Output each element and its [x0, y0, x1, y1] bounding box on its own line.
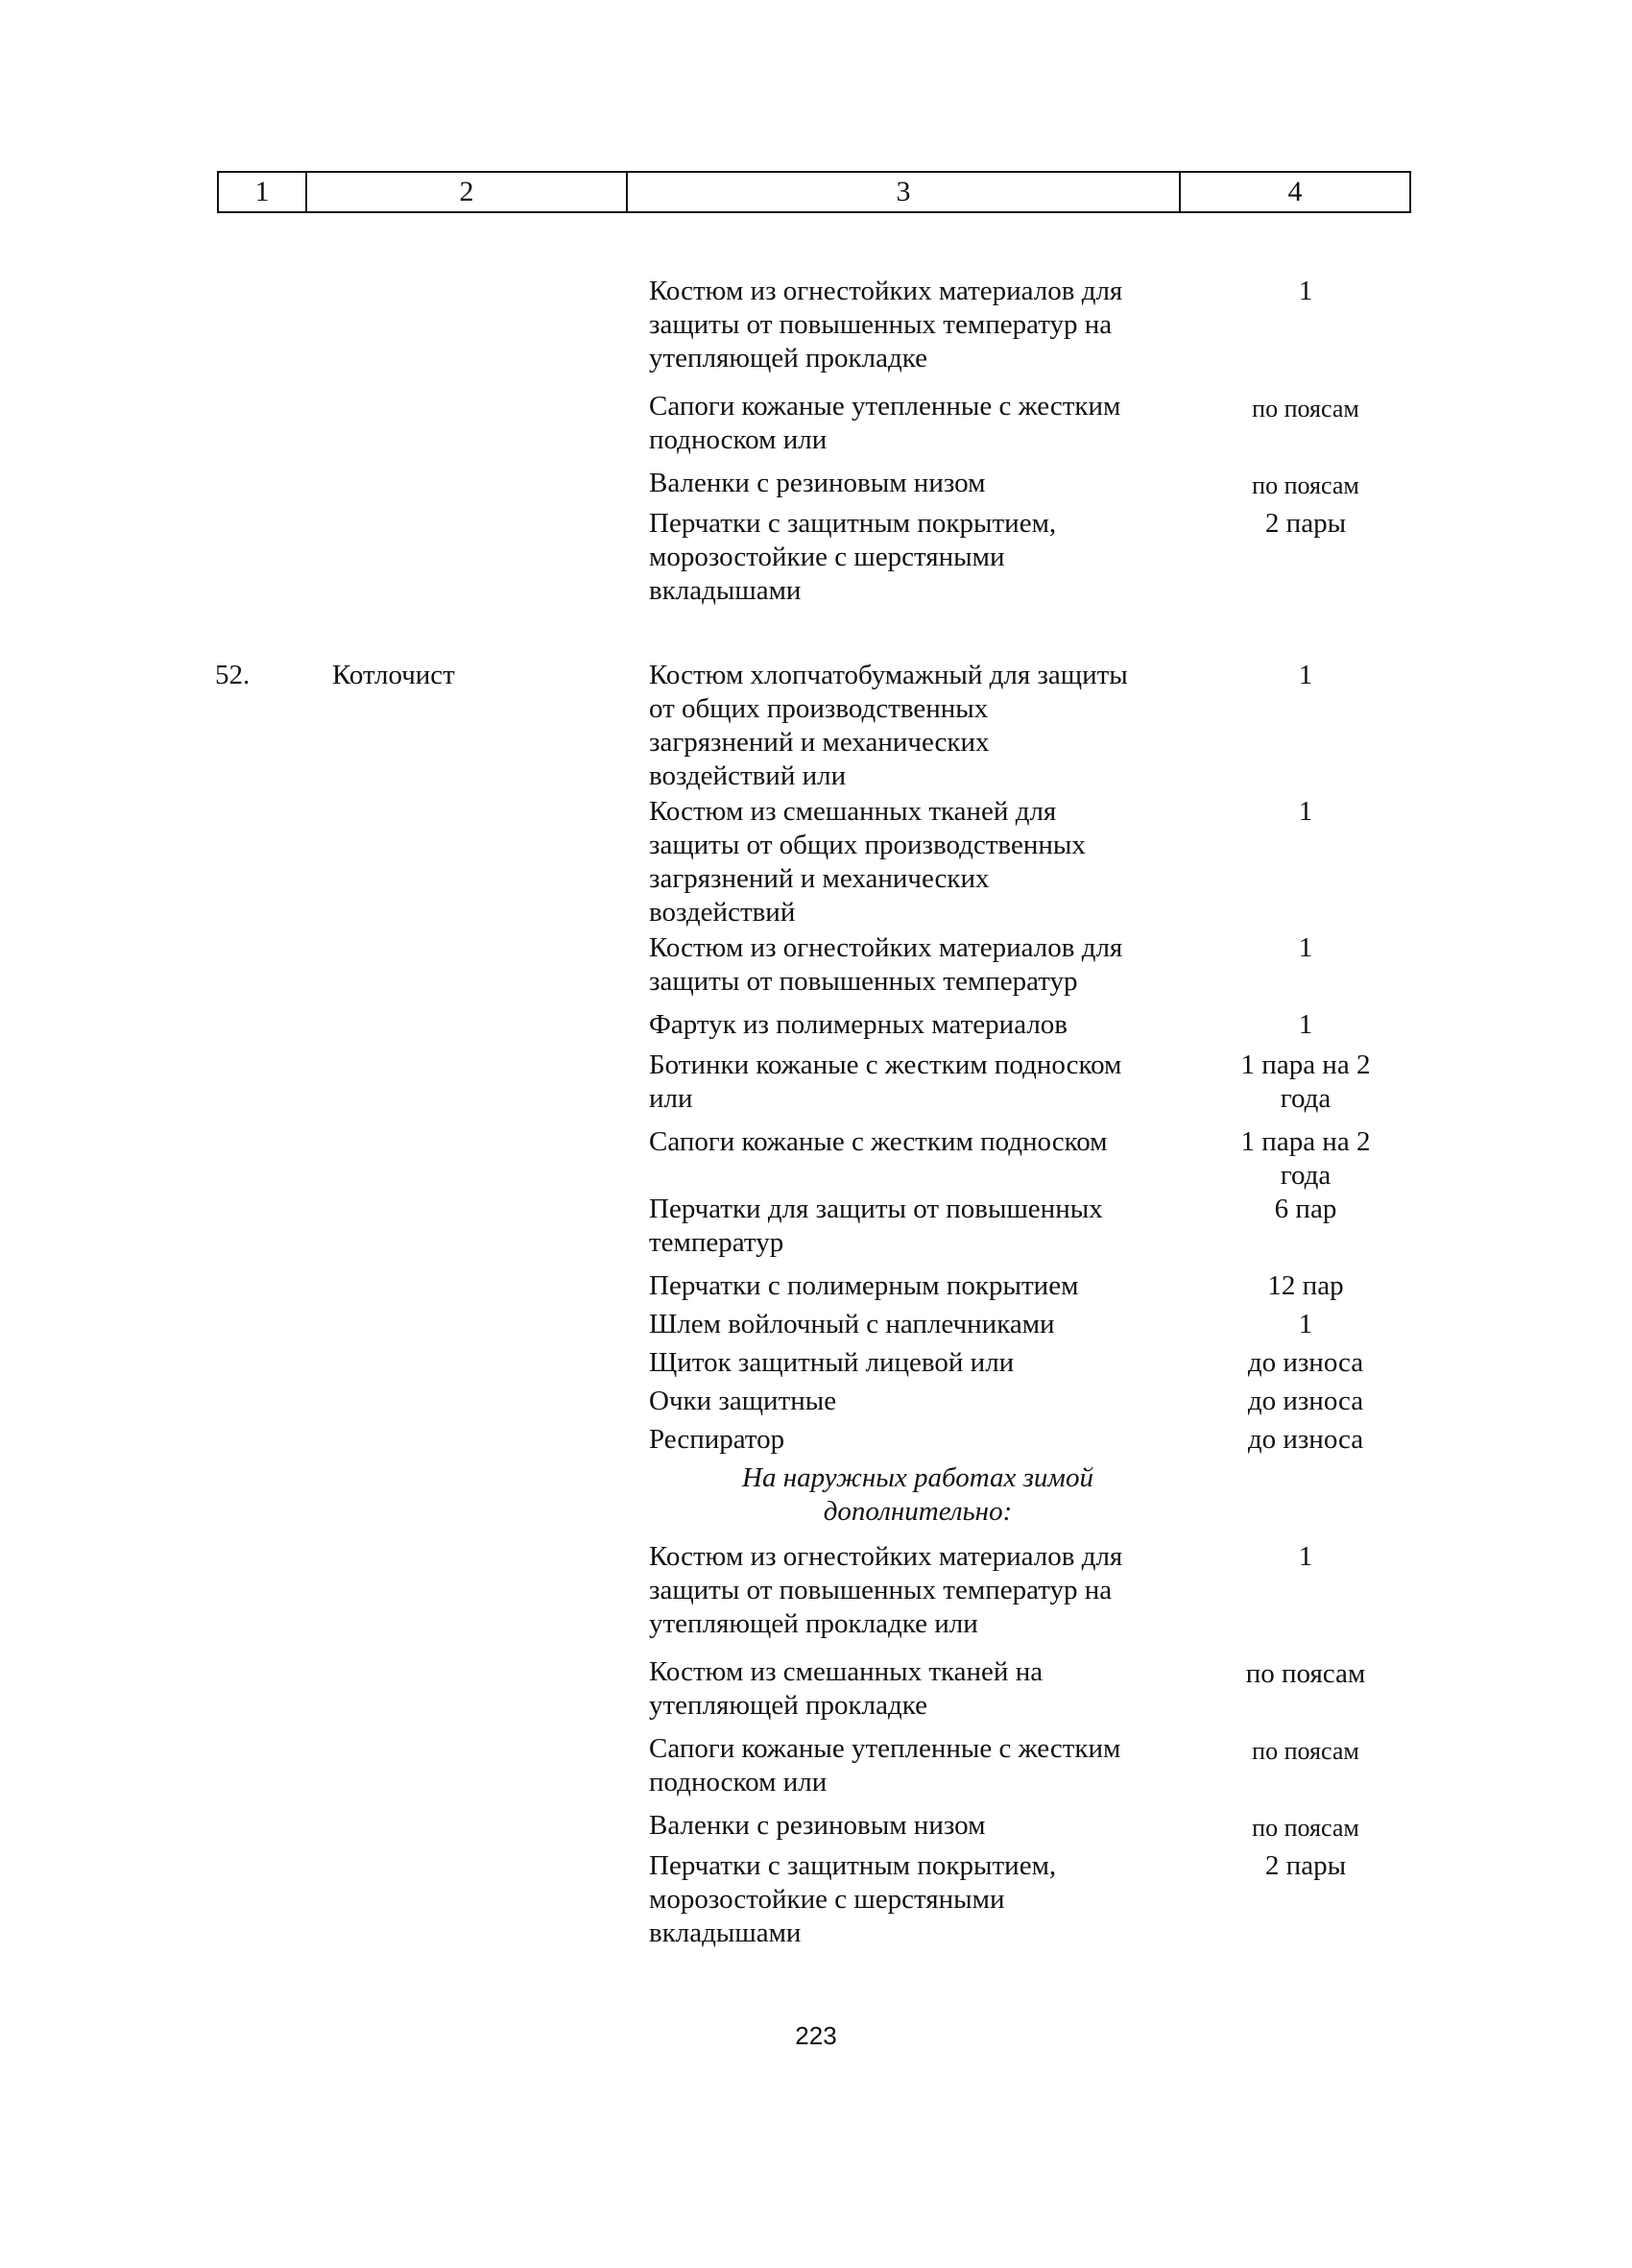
item-quantity: по поясам — [1245, 1658, 1366, 1689]
item-description: Сапоги кожаные утепленные с жестким подноском или — [649, 391, 1121, 455]
item-description: Сапоги кожаные утепленные с жестким подноском или — [649, 1733, 1121, 1798]
item-quantity: 1 пара на 2 года — [1240, 1050, 1371, 1114]
profession-name: Котлочист — [332, 660, 455, 690]
item-quantity: по поясам — [1252, 1814, 1359, 1842]
item-quantity: до износа — [1247, 1386, 1364, 1416]
item-description: Респиратор — [649, 1424, 785, 1455]
column-header-2: 2 — [307, 173, 628, 211]
item-description: Очки защитные — [649, 1386, 837, 1416]
item-quantity: 1 — [1298, 1541, 1313, 1572]
item-description: Костюм из смешанных тканей на утепляющей прокладке — [649, 1656, 1044, 1721]
item-description: Костюм из смешанных тканей для защиты от общих производственных загрязнений и механических воздействий — [649, 796, 1086, 928]
item-description: Щиток защитный лицевой или — [649, 1347, 1015, 1378]
item-description: Валенки с резиновым низом — [649, 1810, 986, 1841]
item-quantity: 1 — [1298, 660, 1313, 690]
item-quantity: по поясам — [1252, 1737, 1359, 1765]
winter-note: На наружных работах зимой дополнительно: — [742, 1462, 1093, 1527]
item-quantity: 12 пар — [1267, 1270, 1344, 1301]
item-description: Костюм хлопчатобумажный для защиты от общих производственных загрязнений и механических воздействий или — [649, 660, 1128, 791]
column-header-1: 1 — [219, 173, 307, 211]
item-quantity: до износа — [1247, 1424, 1364, 1455]
item-quantity: 1 — [1298, 932, 1313, 963]
item-description: Ботинки кожаные с жестким подноском или — [649, 1050, 1122, 1114]
item-quantity: по поясам — [1252, 471, 1359, 499]
item-quantity: 1 — [1298, 1009, 1313, 1040]
item-description: Перчатки с защитным покрытием, морозостойкие с шерстяными вкладышами — [649, 508, 1057, 606]
item-quantity: 6 пар — [1274, 1194, 1337, 1224]
item-quantity: до износа — [1247, 1347, 1364, 1378]
item-quantity: 2 пары — [1264, 1850, 1347, 1881]
item-quantity: 1 — [1298, 276, 1313, 306]
item-quantity: 1 — [1298, 796, 1313, 827]
page-number: 223 — [795, 2021, 837, 2050]
item-description: Костюм из огнестойких материалов для защиты от повышенных температур — [649, 932, 1123, 997]
item-description: Фартук из полимерных материалов — [649, 1009, 1068, 1040]
item-quantity: 1 пара на 2 года — [1240, 1126, 1371, 1191]
item-description: Перчатки с защитным покрытием, морозостойкие с шерстяными вкладышами — [649, 1850, 1057, 1948]
row-number: 52. — [215, 660, 251, 690]
item-description: Валенки с резиновым низом — [649, 468, 986, 498]
column-header-3: 3 — [628, 173, 1181, 211]
item-quantity: 2 пары — [1264, 508, 1347, 539]
item-description: Костюм из огнестойких материалов для защиты от повышенных температур на утепляющей прокладке или — [649, 1541, 1123, 1639]
item-quantity: 1 — [1298, 1309, 1313, 1339]
item-description: Перчатки для защиты от повышенных температур — [649, 1194, 1103, 1258]
item-description: Перчатки с полимерным покрытием — [649, 1270, 1079, 1301]
item-quantity: по поясам — [1252, 395, 1359, 422]
item-description: Костюм из огнестойких материалов для защиты от повышенных температур на утепляющей прокладке — [649, 276, 1123, 374]
column-header-4: 4 — [1287, 176, 1303, 207]
item-description: Шлем войлочный с наплечниками — [649, 1309, 1055, 1339]
item-description: Сапоги кожаные с жестким подноском — [649, 1126, 1108, 1157]
